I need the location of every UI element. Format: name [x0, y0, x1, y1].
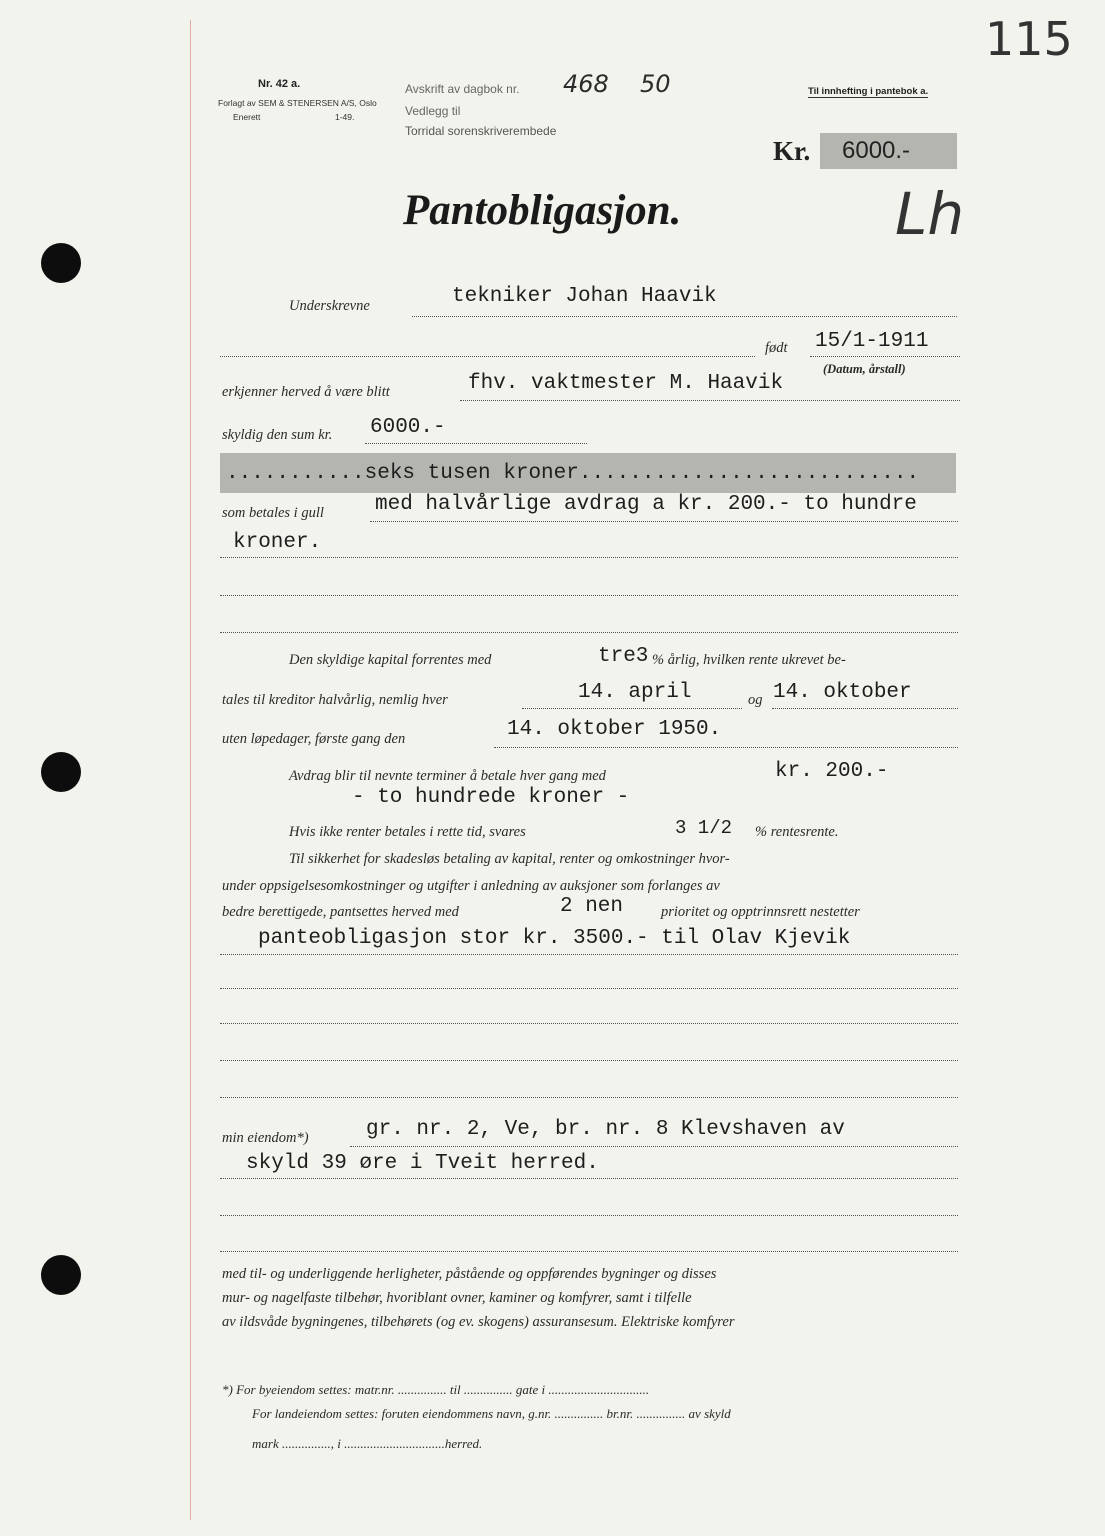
undersigned-line: [412, 316, 957, 317]
born-value: 15/1-1911: [815, 330, 929, 353]
undersigned-value: tekniker Johan Haavik: [452, 285, 717, 308]
date1-line: [522, 708, 742, 709]
security-line1: Til sikkerhet for skadesløs betaling av kapital, renter og omkostninger hvor-: [289, 851, 730, 867]
born-blank-line: [220, 356, 755, 357]
paid-line-1: [370, 521, 958, 522]
blank-line-7: [220, 1215, 958, 1216]
interest-rate: tre3: [598, 645, 649, 668]
paid-value-1: med halvårlige avdrag a kr. 200.- to hundre: [375, 493, 917, 516]
closing-line3: av ildsvåde bygningenes, tilbehørets (og ev. skogens) assuransesum. Elektriske komfyrer: [222, 1314, 735, 1330]
date2-line: [772, 708, 958, 709]
born-line: [810, 356, 960, 357]
interest-line1-pre: Den skyldige kapital forrentes med: [289, 652, 492, 668]
footnote-line2: For landeiendom settes: foruten eiendommens navn, g.nr. ............... br.nr. ............... av skyld: [252, 1406, 731, 1421]
amount-value: 6000.-: [842, 137, 911, 164]
words-value: ...........seks tusen kroner...........................: [226, 462, 920, 485]
sum-label: skyldig den sum kr.: [222, 427, 333, 443]
date2-value: 14. oktober: [773, 681, 912, 704]
prior-mortgage-value: panteobligasjon stor kr. 3500.- til Olav Kjevik: [258, 927, 851, 950]
margin-line: [190, 20, 191, 1520]
property-label: min eiendom*): [222, 1130, 309, 1146]
punch-hole-middle: [41, 752, 81, 792]
date1-value: 14. april: [578, 681, 692, 704]
paid-value-2: kroner.: [233, 531, 322, 554]
blank-line-2: [220, 632, 958, 633]
sum-line: [365, 443, 587, 444]
form-number: Nr. 42 a.: [258, 78, 301, 90]
security-line3-post: prioritet og opptrinnsrett nestetter: [661, 904, 860, 920]
first-date-line: [494, 747, 958, 748]
stamp-vedlegg: Vedlegg til: [405, 104, 461, 118]
publisher-date: 1-49.: [335, 112, 355, 122]
property-value-1: gr. nr. 2, Ve, br. nr. 8 Klevshaven av: [366, 1118, 845, 1141]
closing-line1: med til- og underliggende herligheter, påstående og oppførendes bygninger og disses: [222, 1266, 717, 1282]
interest-line3-pre: uten løpedager, første gang den: [222, 731, 406, 747]
first-date-value: 14. oktober 1950.: [507, 718, 722, 741]
interest-line2-pre: tales til kreditor halvårlig, nemlig hver: [222, 692, 448, 708]
publisher-line: Forlagt av SEM & STENERSEN A/S, Oslo: [218, 98, 377, 108]
blank-line-6: [220, 1097, 958, 1098]
installment-line-pre: Avdrag blir til nevnte terminer å betale hver gang med: [289, 768, 606, 784]
property-value-2: skyld 39 øre i Tveit herred.: [246, 1152, 599, 1175]
punch-hole-bottom: [41, 1255, 81, 1295]
property-line-1: [350, 1146, 958, 1147]
paid-line-2: [220, 557, 958, 558]
footnote-line1: *) For byeiendom settes: matr.nr. ............... til ............... gate i ...............................: [222, 1382, 650, 1397]
priority-value: 2 nen: [560, 895, 624, 918]
blank-line-4: [220, 1023, 958, 1024]
security-line2: under oppsigelsesomkostninger og utgifter i anledning av auksjoner som forlanges av: [222, 878, 720, 894]
blank-line-5: [220, 1060, 958, 1061]
publisher-enerett: Enerett: [233, 112, 261, 122]
page-number: 115: [985, 12, 1073, 66]
og-label: og: [748, 692, 763, 708]
blank-line-8: [220, 1251, 958, 1252]
footnote-line3: mark ..............., i ...............................herred.: [252, 1436, 483, 1451]
penalty-line-pre: Hvis ikke renter betales i rette tid, svares: [289, 824, 526, 840]
sum-value: 6000.-: [370, 416, 446, 439]
owed-label: erkjenner herved å være blitt: [222, 384, 390, 400]
paid-label: som betales i gull: [222, 505, 324, 521]
owed-line: [460, 400, 960, 401]
blank-line-3: [220, 988, 958, 989]
right-note: Til innhefting i pantebok a.: [808, 86, 929, 97]
interest-line1-post: % årlig, hvilken rente ukrevet be-: [652, 652, 846, 668]
installment-value: kr. 200.-: [775, 760, 889, 783]
blank-line-1: [220, 595, 958, 596]
stamp-court: Torridal sorenskriverembede: [405, 124, 557, 138]
penalty-line-post: % rentesrente.: [755, 824, 839, 840]
closing-line2: mur- og nagelfaste tilbehør, hvoriblant ovner, kaminer og komfyrer, samt i tilfelle: [222, 1290, 692, 1306]
stamp-dagbok: Avskrift av dagbok nr.: [405, 82, 520, 96]
installment-words: - to hundrede kroner -: [352, 786, 630, 809]
undersigned-label: Underskrevne: [289, 298, 370, 314]
dagbok-year: 50: [640, 70, 671, 98]
penalty-rate: 3 1/2: [675, 817, 733, 839]
owed-value: fhv. vaktmester M. Haavik: [468, 372, 784, 395]
security-line3-pre: bedre berettigede, pantsettes herved med: [222, 904, 459, 920]
prior-mortgage-line: [220, 954, 958, 955]
page-title: Pantobligasjon.: [403, 187, 682, 234]
born-label: født: [765, 340, 788, 356]
born-hint: (Datum, årstall): [823, 362, 906, 376]
amount-label: Kr.: [773, 136, 811, 166]
punch-hole-top: [41, 243, 81, 283]
dagbok-number: 468: [563, 70, 609, 98]
initials: Lh: [895, 180, 965, 248]
property-line-2: [220, 1178, 958, 1179]
